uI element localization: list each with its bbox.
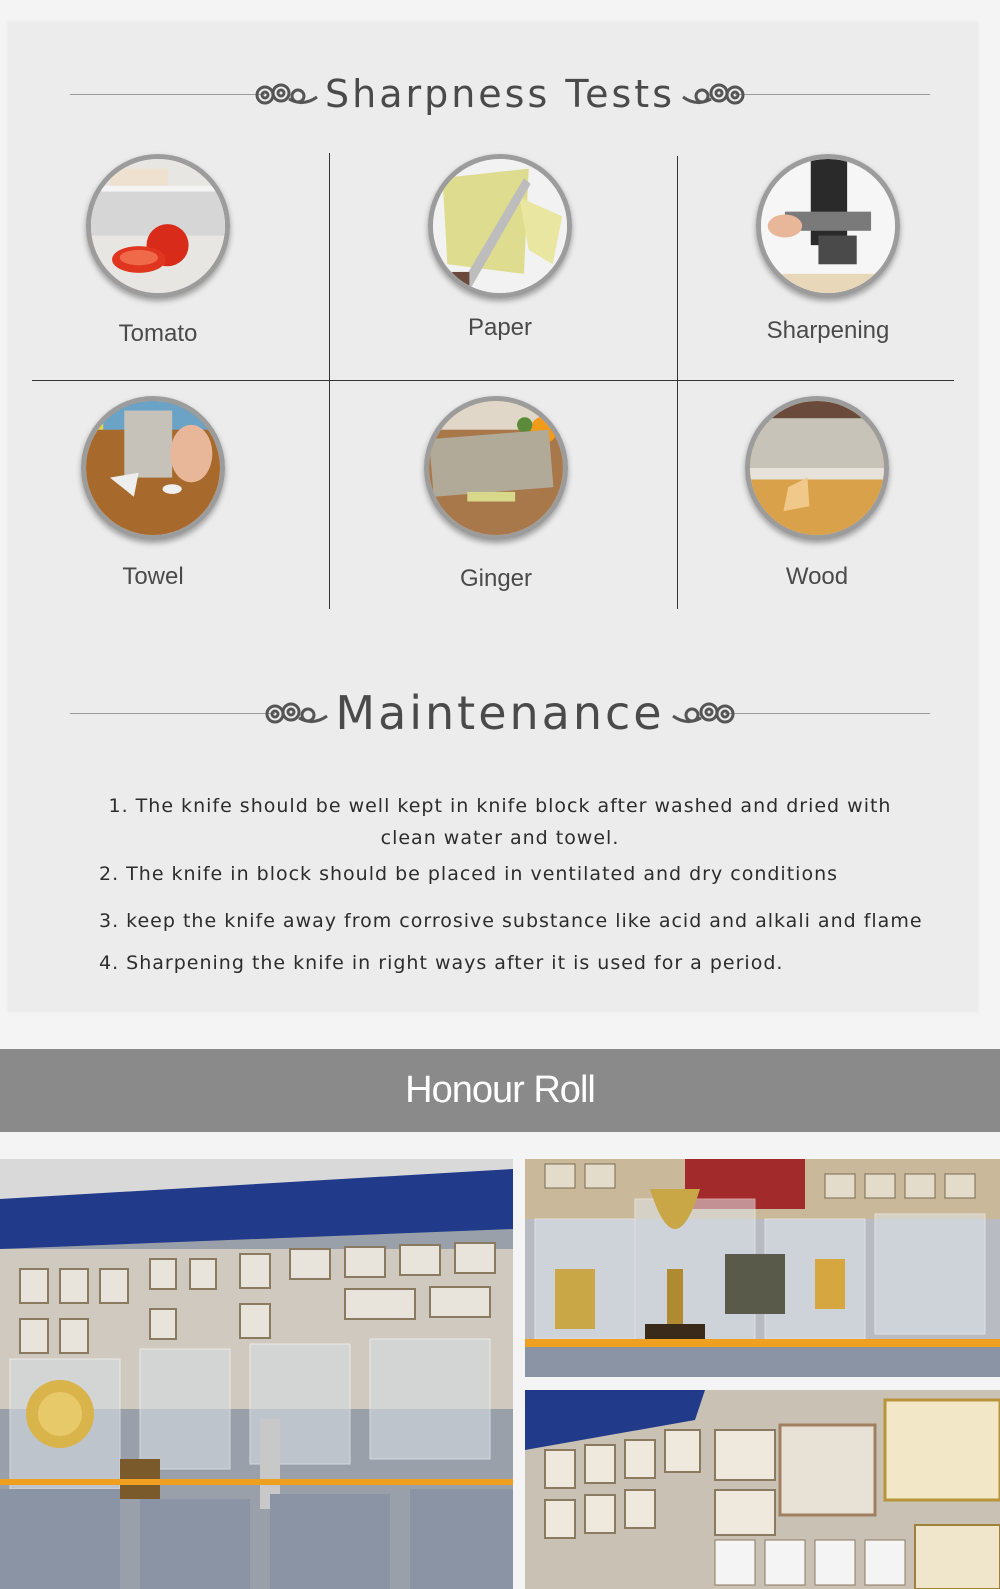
paper-cut-photo bbox=[428, 154, 572, 298]
wood-cut-photo bbox=[745, 396, 889, 540]
heading-rule-right bbox=[735, 94, 930, 95]
maintenance-title: Maintenance bbox=[335, 686, 665, 740]
heading-rule-left bbox=[70, 94, 265, 95]
test-label-paper: Paper bbox=[467, 314, 533, 341]
test-sharpening bbox=[678, 154, 978, 374]
trophy-photo bbox=[525, 1159, 1000, 1377]
test-label-sharpening: Sharpening bbox=[766, 317, 890, 344]
heading-rule-left bbox=[70, 713, 275, 714]
test-towel bbox=[3, 396, 303, 616]
test-wood bbox=[667, 396, 967, 616]
test-label-tomato: Tomato bbox=[118, 320, 198, 347]
tomato-cut-photo bbox=[86, 154, 230, 298]
test-tomato bbox=[8, 154, 308, 374]
cloud-ornament-left-icon bbox=[253, 79, 319, 109]
grid-divider-1 bbox=[329, 153, 330, 609]
sharpness-heading bbox=[70, 64, 930, 124]
maintenance-item-4: 4. Sharpening the knife in right ways after it is used for a period. bbox=[99, 952, 784, 974]
towel-cut-photo bbox=[81, 396, 225, 540]
test-ginger bbox=[346, 396, 646, 616]
honour-roll-bar bbox=[0, 1049, 1000, 1132]
maintenance-item-3: 3. keep the knife away from corrosive substance like acid and alkali and flame bbox=[99, 910, 923, 932]
test-label-ginger: Ginger bbox=[459, 565, 533, 592]
test-label-wood: Wood bbox=[785, 563, 849, 590]
cloud-ornament-left-icon bbox=[263, 698, 329, 728]
grid-divider-row bbox=[32, 380, 954, 381]
honour-roll-title: Honour Roll bbox=[405, 1069, 595, 1111]
heading-rule-right bbox=[725, 713, 930, 714]
maintenance-item-2: 2. The knife in block should be placed in ventilated and dry conditions bbox=[99, 863, 839, 885]
cloud-ornament-right-icon bbox=[681, 79, 747, 109]
sharpening-photo bbox=[756, 154, 900, 298]
showroom-photo bbox=[0, 1159, 513, 1589]
sharpness-title: Sharpness Tests bbox=[324, 72, 675, 116]
ginger-cut-photo bbox=[424, 396, 568, 540]
test-label-towel: Towel bbox=[122, 563, 184, 590]
cloud-ornament-right-icon bbox=[671, 698, 737, 728]
test-paper bbox=[350, 154, 650, 374]
plaques-photo bbox=[525, 1390, 1000, 1589]
maintenance-item-1: 1. The knife should be well kept in knife block after washed and dried with clean water and towel. bbox=[108, 795, 892, 849]
maintenance-heading bbox=[70, 683, 930, 743]
